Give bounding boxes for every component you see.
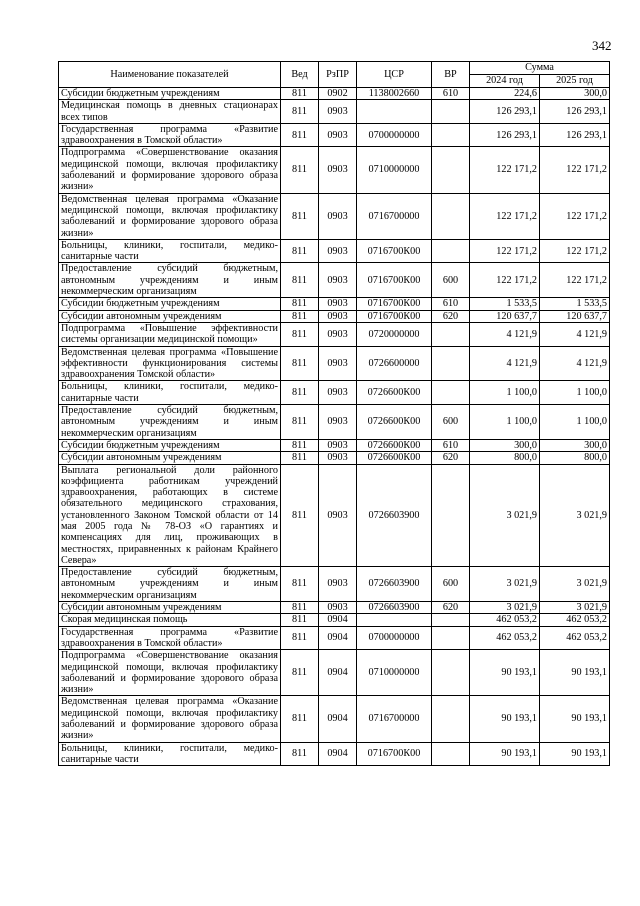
cell-sum-2025: 90 193,1 — [540, 650, 610, 696]
cell-sum-2025: 3 021,9 — [540, 602, 610, 614]
cell-name: Субсидии автономным учреждениям — [59, 602, 281, 614]
cell-sum-2025: 4 121,9 — [540, 346, 610, 381]
cell-csr: 0710000000 — [357, 650, 432, 696]
cell-vr — [432, 100, 470, 124]
table-row — [59, 346, 610, 381]
cell-csr: 0700000000 — [357, 123, 432, 147]
cell-rzpr: 0904 — [319, 742, 357, 766]
cell-sum-2024: 3 021,9 — [470, 464, 540, 567]
cell-name: Медицинская помощь в дневных стационарах всех типов — [59, 100, 281, 124]
cell-sum-2024: 4 121,9 — [470, 346, 540, 381]
cell-ved: 811 — [281, 263, 319, 298]
cell-vr: 610 — [432, 439, 470, 451]
cell-vr: 610 — [432, 298, 470, 310]
cell-sum-2025: 1 100,0 — [540, 381, 610, 405]
cell-sum-2025: 800,0 — [540, 452, 610, 464]
cell-ved: 811 — [281, 193, 319, 239]
cell-sum-2024: 3 021,9 — [470, 567, 540, 602]
cell-sum-2024: 126 293,1 — [470, 123, 540, 147]
cell-csr: 0716700000 — [357, 193, 432, 239]
table-row — [59, 696, 610, 742]
cell-vr — [432, 346, 470, 381]
cell-sum-2024: 1 533,5 — [470, 298, 540, 310]
cell-csr: 0710000000 — [357, 147, 432, 193]
cell-rzpr: 0903 — [319, 602, 357, 614]
cell-sum-2025: 122 171,2 — [540, 239, 610, 263]
cell-sum-2024: 800,0 — [470, 452, 540, 464]
cell-rzpr: 0903 — [319, 567, 357, 602]
cell-sum-2024: 126 293,1 — [470, 100, 540, 124]
cell-name: Предоставление субсидий бюджетным, автономным учреждениям и иным некоммерческим организациям — [59, 567, 281, 602]
cell-sum-2025: 122 171,2 — [540, 147, 610, 193]
cell-sum-2025: 122 171,2 — [540, 193, 610, 239]
cell-vr: 600 — [432, 567, 470, 602]
cell-name: Больницы, клиники, госпитали, медико-санитарные части — [59, 239, 281, 263]
cell-name: Субсидии автономным учреждениям — [59, 452, 281, 464]
cell-ved: 811 — [281, 452, 319, 464]
cell-ved: 811 — [281, 602, 319, 614]
cell-name: Субсидии автономным учреждениям — [59, 310, 281, 322]
cell-name: Субсидии бюджетным учреждениям — [59, 298, 281, 310]
cell-name: Ведомственная целевая программа «Повышение эффективности функционирования системы здравоохранения Томской области» — [59, 346, 281, 381]
cell-ved: 811 — [281, 346, 319, 381]
table-row — [59, 626, 610, 650]
cell-name: Ведомственная целевая программа «Оказание медицинской помощи, включая профилактику заболеваний и формирование здорового образа жизни» — [59, 696, 281, 742]
cell-rzpr: 0903 — [319, 147, 357, 193]
cell-rzpr: 0903 — [319, 322, 357, 346]
cell-ved: 811 — [281, 298, 319, 310]
cell-rzpr: 0903 — [319, 346, 357, 381]
cell-csr: 0726600000 — [357, 346, 432, 381]
cell-sum-2024: 120 637,7 — [470, 310, 540, 322]
cell-rzpr: 0903 — [319, 193, 357, 239]
table-row — [59, 310, 610, 322]
cell-rzpr: 0904 — [319, 614, 357, 626]
cell-ved: 811 — [281, 626, 319, 650]
cell-vr — [432, 123, 470, 147]
table-row — [59, 381, 610, 405]
table-row — [59, 650, 610, 696]
cell-csr: 0720000000 — [357, 322, 432, 346]
cell-csr: 0726600К00 — [357, 405, 432, 440]
cell-name: Больницы, клиники, госпитали, медико-санитарные части — [59, 381, 281, 405]
cell-csr: 0700000000 — [357, 626, 432, 650]
cell-ved: 811 — [281, 88, 319, 100]
cell-sum-2025: 126 293,1 — [540, 123, 610, 147]
cell-sum-2025: 462 053,2 — [540, 626, 610, 650]
cell-csr: 0726603900 — [357, 464, 432, 567]
cell-ved: 811 — [281, 742, 319, 766]
table-row — [59, 239, 610, 263]
cell-ved: 811 — [281, 439, 319, 451]
cell-sum-2025: 120 637,7 — [540, 310, 610, 322]
cell-csr: 0726600К00 — [357, 452, 432, 464]
cell-vr — [432, 239, 470, 263]
cell-ved: 811 — [281, 614, 319, 626]
cell-name: Предоставление субсидий бюджетным, автономным учреждениям и иным некоммерческим организациям — [59, 405, 281, 440]
table-row — [59, 298, 610, 310]
cell-sum-2024: 122 171,2 — [470, 193, 540, 239]
cell-name: Государственная программа «Развитие здравоохранения в Томской области» — [59, 626, 281, 650]
cell-sum-2024: 90 193,1 — [470, 696, 540, 742]
cell-ved: 811 — [281, 405, 319, 440]
cell-name: Государственная программа «Развитие здравоохранения в Томской области» — [59, 123, 281, 147]
cell-vr: 620 — [432, 310, 470, 322]
cell-ved: 811 — [281, 310, 319, 322]
cell-vr: 610 — [432, 88, 470, 100]
header-vr: ВР — [432, 62, 470, 88]
table-row — [59, 602, 610, 614]
cell-sum-2024: 90 193,1 — [470, 742, 540, 766]
cell-rzpr: 0904 — [319, 650, 357, 696]
cell-vr — [432, 614, 470, 626]
cell-sum-2024: 122 171,2 — [470, 263, 540, 298]
header-year-2025: 2025 год — [540, 75, 610, 88]
cell-sum-2024: 1 100,0 — [470, 405, 540, 440]
cell-vr: 600 — [432, 263, 470, 298]
table-row — [59, 193, 610, 239]
cell-rzpr: 0903 — [319, 310, 357, 322]
cell-sum-2025: 300,0 — [540, 439, 610, 451]
cell-vr — [432, 626, 470, 650]
cell-name: Ведомственная целевая программа «Оказание медицинской помощи, включая профилактику заболеваний и формирование здорового образа жизни» — [59, 193, 281, 239]
cell-name: Субсидии бюджетным учреждениям — [59, 88, 281, 100]
table-row — [59, 742, 610, 766]
header-year-2024: 2024 год — [470, 75, 540, 88]
cell-rzpr: 0903 — [319, 298, 357, 310]
table-row — [59, 263, 610, 298]
cell-sum-2025: 126 293,1 — [540, 100, 610, 124]
cell-ved: 811 — [281, 123, 319, 147]
cell-rzpr: 0903 — [319, 123, 357, 147]
table-row — [59, 88, 610, 100]
cell-sum-2024: 1 100,0 — [470, 381, 540, 405]
cell-ved: 811 — [281, 147, 319, 193]
cell-csr: 0716700К00 — [357, 310, 432, 322]
cell-ved: 811 — [281, 322, 319, 346]
table-row — [59, 100, 610, 124]
cell-rzpr: 0903 — [319, 405, 357, 440]
budget-table — [58, 61, 610, 766]
cell-csr: 0726603900 — [357, 602, 432, 614]
table-row — [59, 147, 610, 193]
cell-sum-2025: 462 053,2 — [540, 614, 610, 626]
cell-name: Подпрограмма «Совершенствование оказания медицинской помощи, включая профилактику заболеваний и формирование здорового образа жизни» — [59, 147, 281, 193]
cell-ved: 811 — [281, 696, 319, 742]
cell-sum-2025: 4 121,9 — [540, 322, 610, 346]
cell-vr — [432, 650, 470, 696]
cell-sum-2025: 90 193,1 — [540, 696, 610, 742]
table-row — [59, 567, 610, 602]
table-row — [59, 464, 610, 567]
cell-ved: 811 — [281, 464, 319, 567]
cell-ved: 811 — [281, 650, 319, 696]
cell-sum-2025: 3 021,9 — [540, 464, 610, 567]
cell-csr: 0716700К00 — [357, 239, 432, 263]
cell-sum-2024: 4 121,9 — [470, 322, 540, 346]
cell-csr: 0726600К00 — [357, 439, 432, 451]
cell-sum-2025: 90 193,1 — [540, 742, 610, 766]
table-body — [59, 88, 610, 766]
cell-csr: 0716700000 — [357, 696, 432, 742]
header-name: Наименование показателей — [59, 62, 281, 88]
cell-ved: 811 — [281, 381, 319, 405]
cell-name: Скорая медицинская помощь — [59, 614, 281, 626]
cell-vr — [432, 147, 470, 193]
header-sum: Сумма — [470, 62, 610, 75]
header-ved: Вед — [281, 62, 319, 88]
cell-csr: 0726600К00 — [357, 381, 432, 405]
cell-vr — [432, 742, 470, 766]
cell-sum-2024: 462 053,2 — [470, 614, 540, 626]
cell-sum-2024: 122 171,2 — [470, 147, 540, 193]
cell-ved: 811 — [281, 100, 319, 124]
cell-csr — [357, 614, 432, 626]
cell-rzpr: 0903 — [319, 381, 357, 405]
cell-rzpr: 0903 — [319, 439, 357, 451]
cell-rzpr: 0902 — [319, 88, 357, 100]
cell-ved: 811 — [281, 567, 319, 602]
cell-csr: 0716700К00 — [357, 263, 432, 298]
cell-sum-2024: 3 021,9 — [470, 602, 540, 614]
cell-csr: 1138002660 — [357, 88, 432, 100]
cell-vr — [432, 696, 470, 742]
cell-csr: 0716700К00 — [357, 742, 432, 766]
cell-name: Субсидии бюджетным учреждениям — [59, 439, 281, 451]
cell-sum-2025: 1 100,0 — [540, 405, 610, 440]
header-csr: ЦСР — [357, 62, 432, 88]
cell-rzpr: 0904 — [319, 626, 357, 650]
table-row — [59, 452, 610, 464]
cell-vr — [432, 464, 470, 567]
cell-vr: 620 — [432, 452, 470, 464]
cell-vr — [432, 381, 470, 405]
cell-rzpr: 0903 — [319, 100, 357, 124]
cell-sum-2025: 122 171,2 — [540, 263, 610, 298]
cell-name: Больницы, клиники, госпитали, медико-санитарные части — [59, 742, 281, 766]
cell-name: Предоставление субсидий бюджетным, автономным учреждениям и иным некоммерческим организациям — [59, 263, 281, 298]
table-row — [59, 123, 610, 147]
table-row — [59, 439, 610, 451]
cell-csr: 0716700К00 — [357, 298, 432, 310]
cell-sum-2025: 300,0 — [540, 88, 610, 100]
header-rzpr: РзПР — [319, 62, 357, 88]
cell-csr — [357, 100, 432, 124]
cell-sum-2024: 122 171,2 — [470, 239, 540, 263]
cell-rzpr: 0903 — [319, 263, 357, 298]
cell-vr: 600 — [432, 405, 470, 440]
cell-vr — [432, 193, 470, 239]
cell-sum-2024: 224,6 — [470, 88, 540, 100]
cell-sum-2024: 462 053,2 — [470, 626, 540, 650]
cell-rzpr: 0903 — [319, 452, 357, 464]
cell-name: Подпрограмма «Совершенствование оказания медицинской помощи, включая профилактику заболеваний и формирование здорового образа жизни» — [59, 650, 281, 696]
cell-sum-2025: 3 021,9 — [540, 567, 610, 602]
cell-name: Подпрограмма «Повышение эффективности системы организации медицинской помощи» — [59, 322, 281, 346]
table-row — [59, 405, 610, 440]
table-row — [59, 322, 610, 346]
cell-rzpr: 0904 — [319, 696, 357, 742]
cell-rzpr: 0903 — [319, 464, 357, 567]
cell-sum-2025: 1 533,5 — [540, 298, 610, 310]
cell-ved: 811 — [281, 239, 319, 263]
cell-vr: 620 — [432, 602, 470, 614]
cell-csr: 0726603900 — [357, 567, 432, 602]
table-row — [59, 614, 610, 626]
page-number: 342 — [592, 38, 612, 53]
cell-vr — [432, 322, 470, 346]
cell-name: Выплата региональной доли районного коэффициента работникам учреждений здравоохранения, работающих в системе обязательного медицинского страхования, установленного Законом Томской области от 14 мая 2005 года № 78-ОЗ «О гарантиях и компенсациях для лиц, проживающих в местностях, приравненных к районам Крайнего Севера» — [59, 464, 281, 567]
cell-rzpr: 0903 — [319, 239, 357, 263]
cell-sum-2024: 90 193,1 — [470, 650, 540, 696]
cell-sum-2024: 300,0 — [470, 439, 540, 451]
